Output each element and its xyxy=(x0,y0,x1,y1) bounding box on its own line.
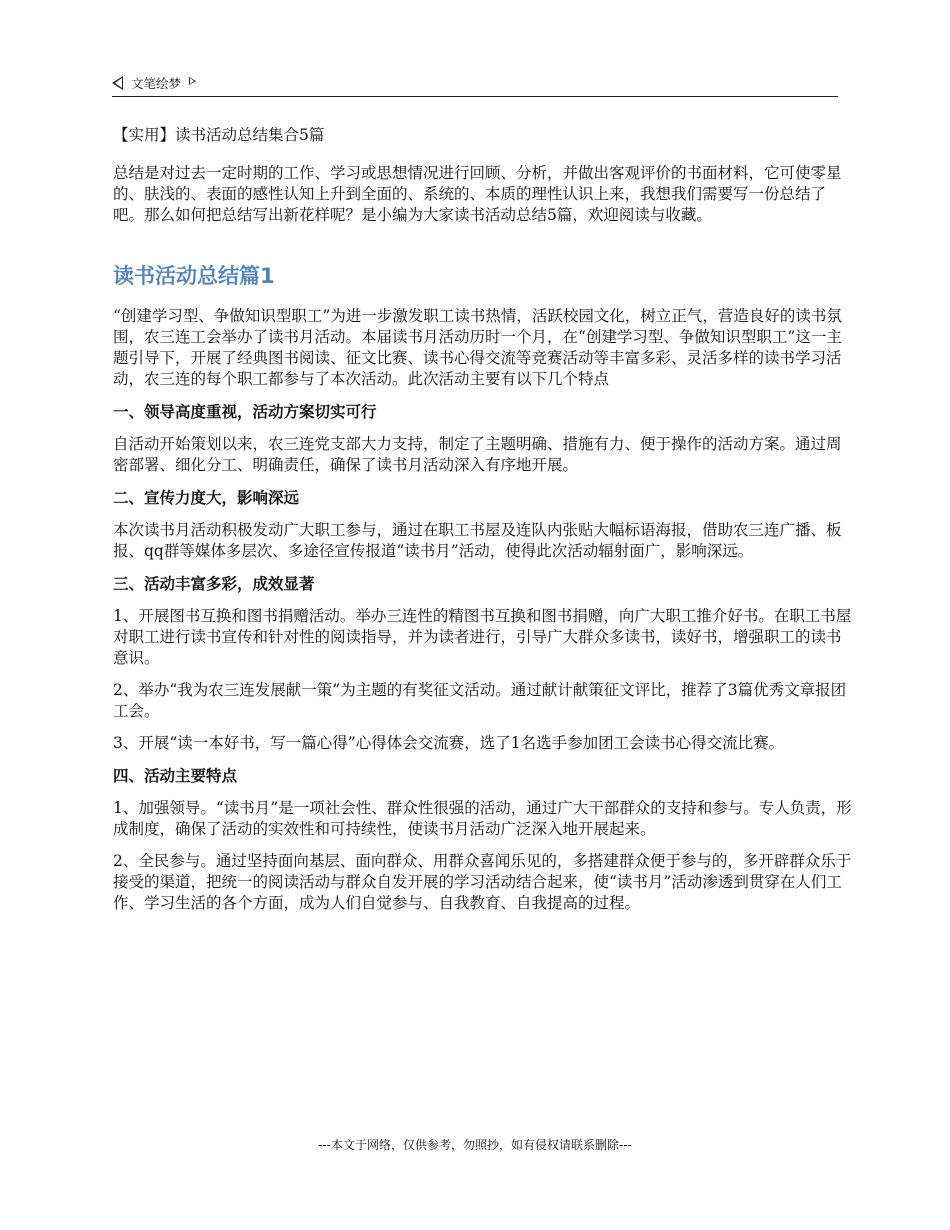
part-4-paragraph-2: 2、全民参与。通过坚持面向基层、面向群众、用群众喜闻乐见的，多搭建群众便于参与的，多开辟群众乐于接受的渠道，把统一的阅读活动与群众自发开展的学习活动结合起来，使“读书月”活动渗透到贯穿在人们工作、学习生活的各个方面，成为人们自觉参与、自我教育、自我提高的过程。 xyxy=(113,852,852,912)
page-header xyxy=(112,70,838,97)
document-title: 【实用】读书活动总结集合5篇 xyxy=(113,126,325,144)
part-3-paragraph-3: 3、开展“读一本好书，写一篇心得”心得体会交流赛，选了1名选手参加团工会读书心得交流比赛。 xyxy=(113,734,785,752)
page-footer: ---本文于网络，仅供参考，勿照抄，如有侵权请联系删除--- xyxy=(318,1138,632,1152)
intro-paragraph: 总结是对过去一定时期的工作、学习或思想情况进行回顾、分析，并做出客观评价的书面材料，它可使零星的、肤浅的、表面的感性认知上升到全面的、系统的、本质的理性认识上来，我想我们需要写一份总结了吧。那么如何把总结写出新花样呢？是小编为大家读书活动总结5篇，欢迎阅读与收藏。 xyxy=(113,164,842,224)
part-2-heading: 二、宣传力度大，影响深远 xyxy=(113,488,300,507)
part-1-heading: 一、领导高度重视，活动方案切实可行 xyxy=(113,402,377,421)
document-body xyxy=(113,125,853,925)
part-4-paragraph-1: 1、加强领导。“读书月”是一项社会性、群众性很强的活动，通过广大干部群众的支持和参与。专人负责，形成制度，确保了活动的实效性和可持续性，使读书月活动广泛深入地开展起来。 xyxy=(113,799,852,838)
part-1-paragraph-1: 自活动开始策划以来，农三连党支部大力支持，制定了主题明确、措施有力、便于操作的活动方案。通过周密部署、细化分工、明确责任，确保了读书月活动深入有序地开展。 xyxy=(113,435,842,474)
brand-logo xyxy=(112,74,196,92)
section-heading: 读书活动总结篇1 xyxy=(113,264,275,288)
triangle-right-icon xyxy=(189,77,196,85)
part-3-heading: 三、活动丰富多彩，成效显著 xyxy=(113,574,315,593)
triangle-left-icon xyxy=(112,76,123,90)
part-3-paragraph-2: 2、举办“我为农三连发展献一策”为主题的有奖征文活动。通过献计献策征文评比，推荐了3篇优秀文章报团工会。 xyxy=(113,681,847,720)
brand-name: 文笔绘梦 xyxy=(131,76,182,91)
part-4-heading: 四、活动主要特点 xyxy=(113,766,238,785)
section-intro-paragraph: “创建学习型、争做知识型职工”为进一步激发职工读书热情，活跃校园文化，树立正气，营造良好的读书氛围，农三连工会举办了读书月活动。本届读书月活动历时一个月，在“创建学习型、争做知识型职工”这一主题引导下，开展了经典图书阅读、征文比赛、读书心得交流等竞赛活动等丰富多彩、灵活多样的读书学习活动，农三连的每个职工都参与了本次活动。此次活动主要有以下几个特点 xyxy=(113,307,842,388)
part-3-paragraph-1: 1、开展图书互换和图书捐赠活动。举办三连性的精图书互换和图书捐赠，向广大职工推介好书。在职工书屋对职工进行读书宣传和针对性的阅读指导，并为读者进行，引导广大群众多读书，读好书，增强职工的读书意识。 xyxy=(113,607,852,667)
part-2-paragraph-1: 本次读书月活动积极发动广大职工参与，通过在职工书屋及连队内张贴大幅标语海报，借助农三连广播、板报、qq群等媒体多层次、多途径宣传报道“读书月”活动，使得此次活动辐射面广，影响深远。 xyxy=(113,521,842,560)
